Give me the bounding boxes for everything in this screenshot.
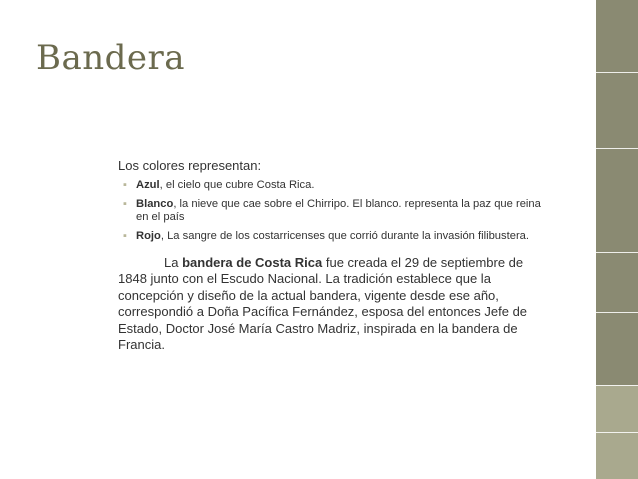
side-bar-divider bbox=[596, 432, 638, 433]
intro-text: Los colores representan: bbox=[118, 158, 262, 173]
bullet-dot-icon: ▪ bbox=[123, 229, 127, 242]
decorative-side-bar bbox=[596, 0, 638, 479]
bullet-dot-icon: ▪ bbox=[123, 179, 127, 191]
bullet-blanco bbox=[118, 198, 548, 225]
bullet-rojo bbox=[118, 230, 548, 244]
side-bar-divider bbox=[596, 252, 638, 253]
side-bar-top-block bbox=[596, 0, 638, 385]
bullet-text: , el cielo que cubre Costa Rica. bbox=[159, 179, 315, 191]
bullet-term: Blanco bbox=[136, 197, 174, 210]
paragraph-highlight: bandera de Costa Rica bbox=[182, 255, 323, 270]
paragraph-lead: La bbox=[164, 255, 183, 270]
side-bar-divider bbox=[596, 72, 638, 73]
slide-content bbox=[118, 158, 548, 353]
history-paragraph bbox=[118, 255, 548, 353]
bullet-text: , la nieve que cae sobre el Chirripo. El blanco. representa la paz que reina en el país bbox=[136, 197, 541, 223]
bullet-text: , La sangre de los costarricenses que corrió durante la invasión filibustera. bbox=[160, 229, 530, 242]
slide-title: Bandera bbox=[36, 38, 186, 78]
bullet-term: Azul bbox=[136, 179, 160, 191]
paragraph-body: fue creada el 29 de septiembre de 1848 junto con el Escudo Nacional. La tradición establece que la concepción y diseño de la actual bandera, vigente desde ese año, correspondió a Doña Pacífica Fernández, esposa del entonces Jefe de Estado, Doctor José María Castro Madriz, inspirada en la bandera de Francia. bbox=[118, 255, 528, 353]
side-bar-divider bbox=[596, 312, 638, 313]
color-bullet-list bbox=[118, 179, 548, 243]
bullet-azul bbox=[118, 179, 548, 193]
bullet-term: Rojo bbox=[136, 229, 161, 242]
bullet-dot-icon: ▪ bbox=[123, 197, 127, 210]
side-bar-divider bbox=[596, 148, 638, 149]
side-bar-divider bbox=[596, 385, 638, 386]
